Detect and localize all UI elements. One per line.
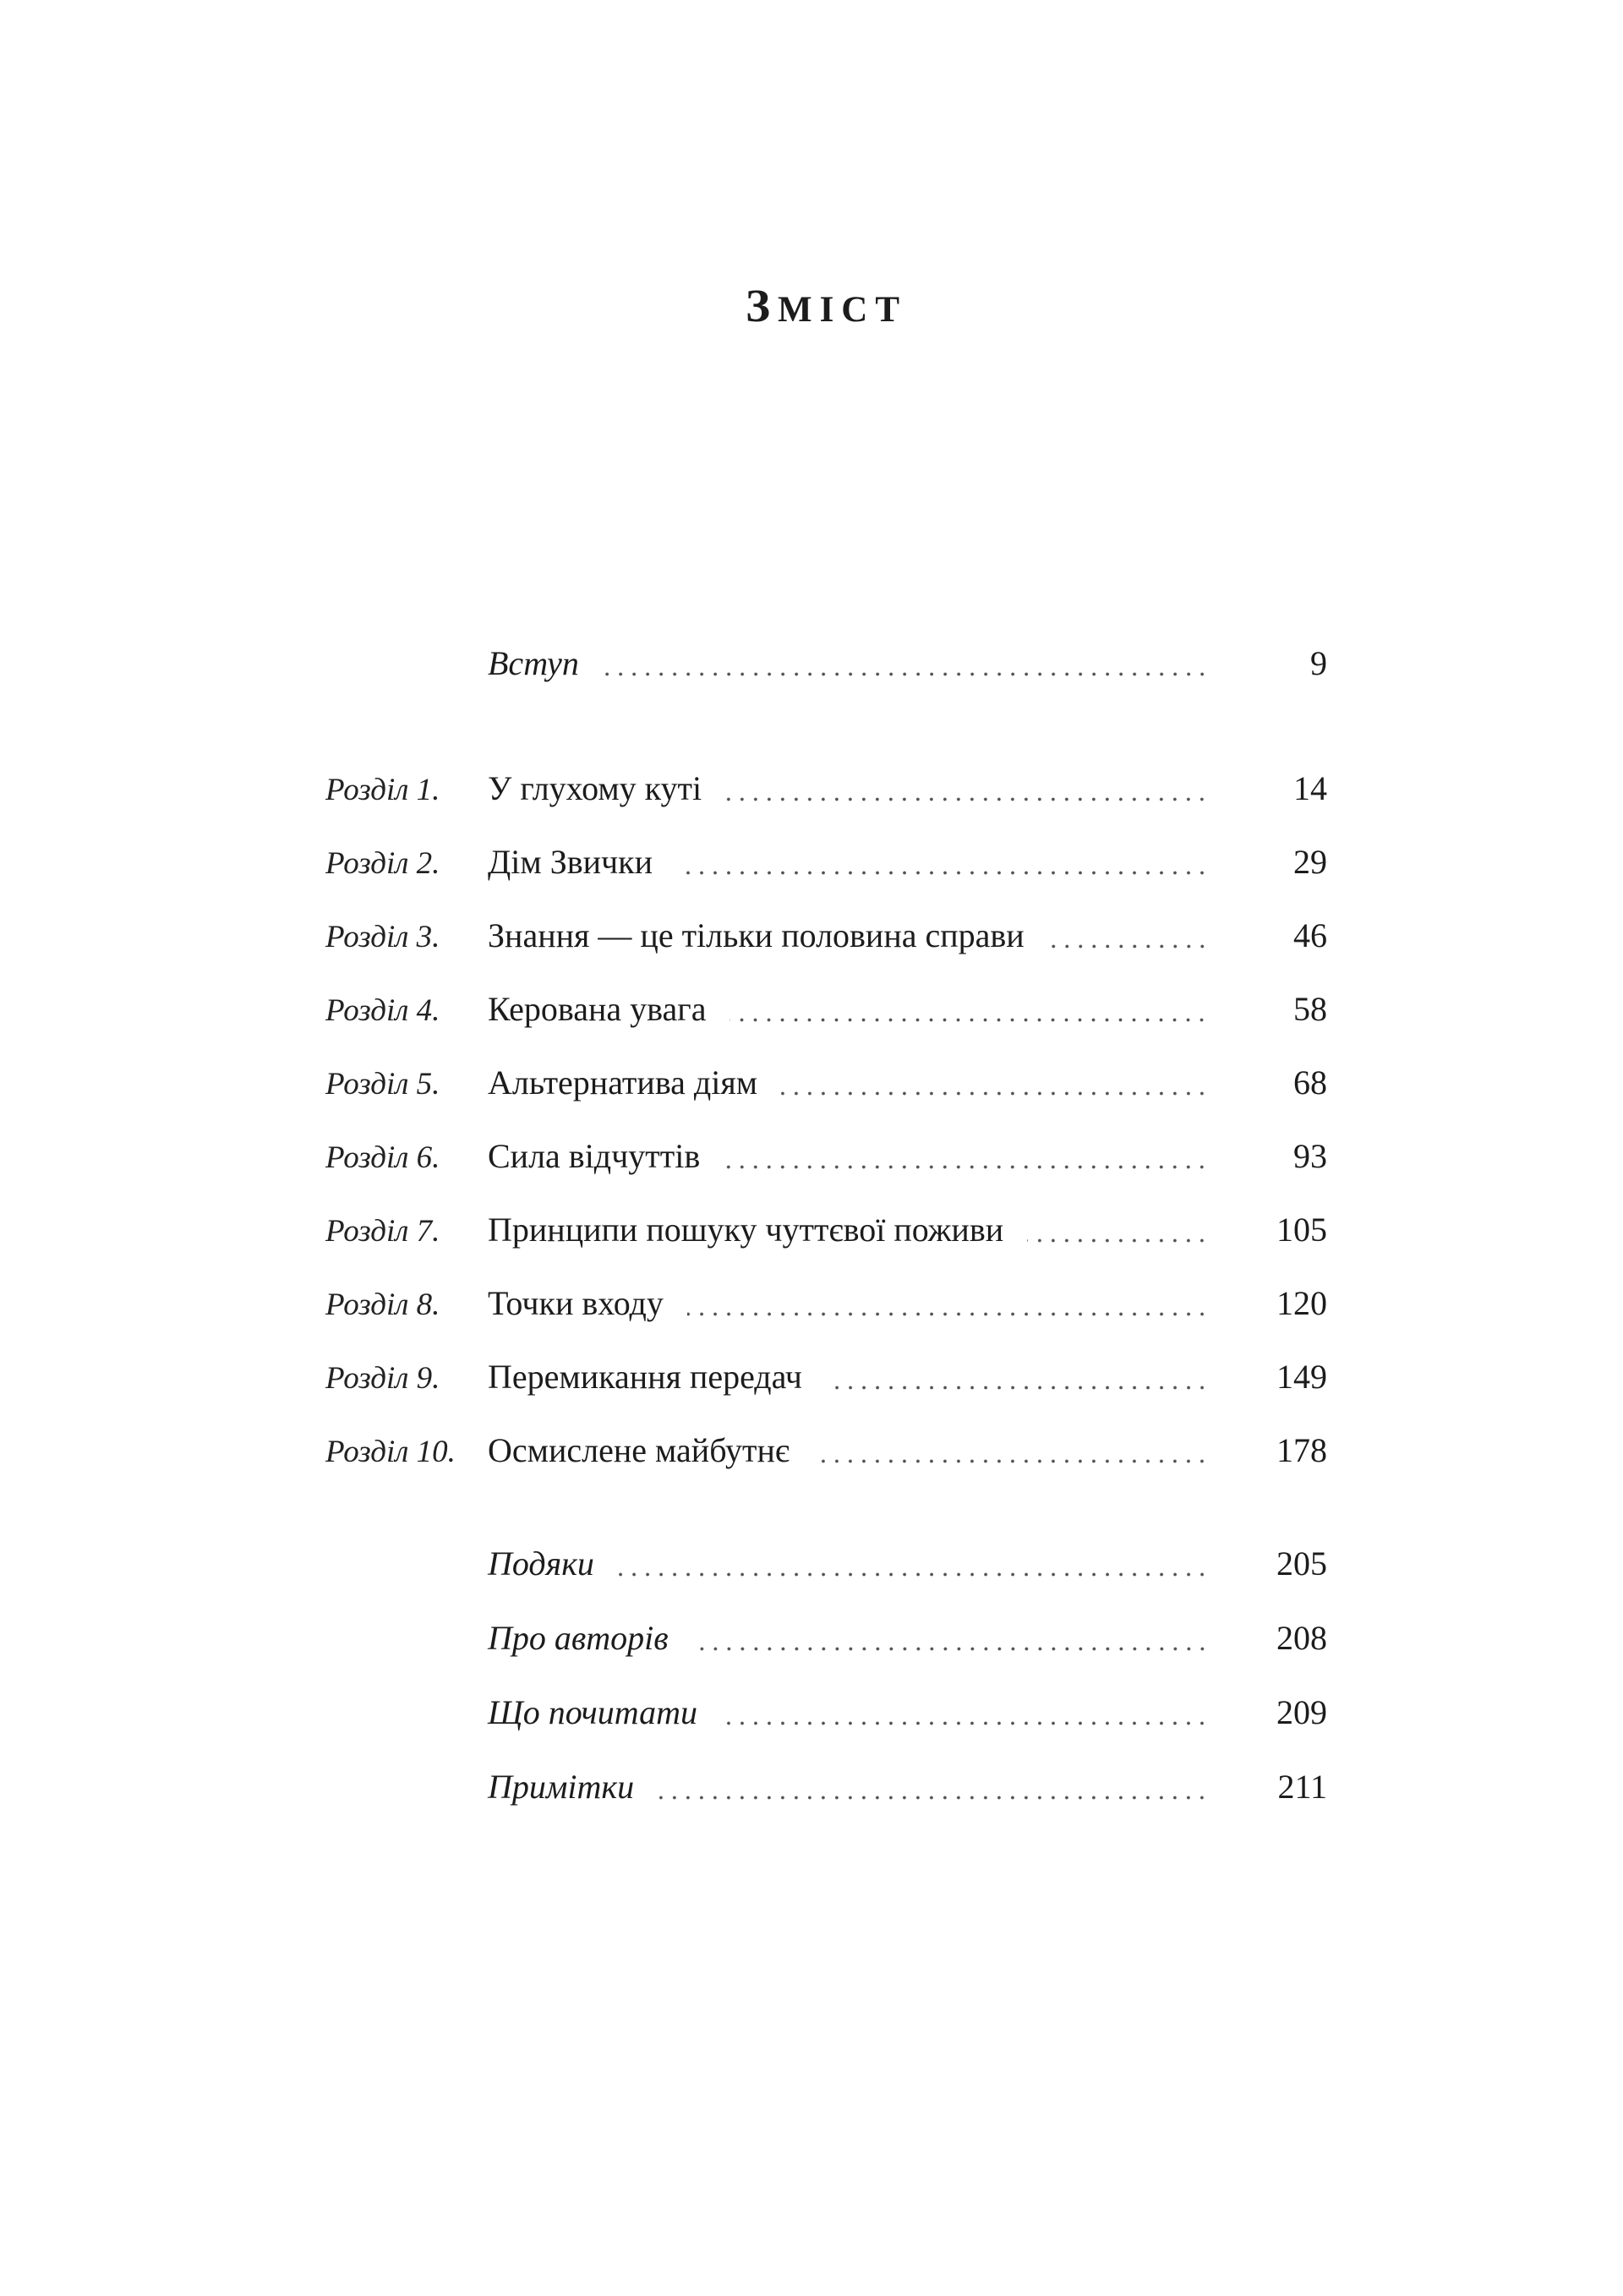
chapter-label: Розділ 9.: [325, 1361, 440, 1396]
dot-leader: [730, 988, 1209, 1030]
entry-title: Керована увага: [488, 990, 707, 1028]
page-number: 68: [1293, 1063, 1327, 1102]
toc-row-intro: [325, 642, 1327, 685]
page-number: 120: [1276, 1284, 1327, 1322]
chapter-label: Розділ 3.: [325, 920, 440, 954]
toc-row-chapter-8: [325, 1282, 1327, 1325]
entry-title: Перемикання передач: [488, 1358, 802, 1396]
page-number: 205: [1276, 1544, 1327, 1583]
dot-leader: [618, 1543, 1209, 1585]
toc-row-acknowledgements: [325, 1543, 1327, 1585]
dot-leader: [725, 768, 1209, 810]
dot-leader: [1027, 1209, 1209, 1251]
toc-row-chapter-9: [325, 1356, 1327, 1398]
page-number: 209: [1276, 1693, 1327, 1731]
dot-leader: [676, 841, 1209, 883]
page-number: 58: [1293, 990, 1327, 1028]
page-number: 149: [1276, 1358, 1327, 1396]
dot-leader: [658, 1766, 1209, 1808]
toc-row-about-authors: [325, 1617, 1327, 1659]
entry-title: Що почитати: [488, 1693, 698, 1731]
toc-row-chapter-3: [325, 915, 1327, 957]
toc-row-chapter-7: [325, 1209, 1327, 1251]
page-number: 93: [1293, 1137, 1327, 1175]
entry-title: У глухому куті: [488, 769, 702, 807]
dot-leader: [813, 1430, 1209, 1472]
toc-row-chapter-1: [325, 768, 1327, 810]
chapter-label: Розділ 5.: [325, 1067, 440, 1102]
toc-row-chapter-4: [325, 988, 1327, 1030]
toc-row-chapter-10: [325, 1430, 1327, 1472]
entry-title: Точки входу: [488, 1284, 664, 1322]
dot-leader: [724, 1135, 1209, 1178]
toc-row-chapter-2: [325, 841, 1327, 883]
entry-title: Про авторів: [488, 1619, 669, 1657]
toc-row-chapter-6: [325, 1135, 1327, 1178]
page-number: 208: [1276, 1619, 1327, 1657]
page-number: 9: [1310, 644, 1327, 682]
entry-title: Подяки: [488, 1544, 594, 1583]
chapter-label: Розділ 4.: [325, 993, 440, 1028]
chapter-label: Розділ 7.: [325, 1214, 440, 1249]
dot-leader: [687, 1282, 1209, 1325]
page-number: 14: [1293, 769, 1327, 807]
dot-leader: [721, 1692, 1209, 1734]
toc-row-further-reading: [325, 1692, 1327, 1734]
entry-title: Принципи пошуку чуттєвої поживи: [488, 1211, 1004, 1249]
toc-row-notes: [325, 1766, 1327, 1808]
dot-leader: [1048, 915, 1209, 957]
table-of-contents: [325, 642, 1327, 1808]
page-number: 211: [1277, 1768, 1327, 1806]
toc-row-chapter-5: [325, 1062, 1327, 1104]
chapter-label: Розділ 1.: [325, 773, 440, 807]
entry-title: Дім Звички: [488, 843, 653, 881]
entry-title: Вступ: [488, 644, 579, 682]
entry-title: Примітки: [488, 1768, 635, 1806]
dot-leader: [781, 1062, 1209, 1104]
page-number: 178: [1276, 1431, 1327, 1469]
entry-title: Знання — це тільки половина справи: [488, 916, 1025, 954]
page-number: 46: [1293, 916, 1327, 954]
dot-leader: [692, 1617, 1209, 1659]
dot-leader: [826, 1356, 1209, 1398]
entry-title: Альтернатива діям: [488, 1063, 758, 1102]
chapter-label: Розділ 2.: [325, 846, 440, 881]
page-number: 105: [1276, 1211, 1327, 1249]
chapter-label: Розділ 8.: [325, 1287, 440, 1322]
page-title: ЗМІСТ: [745, 280, 908, 331]
page-number: 29: [1293, 843, 1327, 881]
entry-title: Осмислене майбутнє: [488, 1431, 790, 1469]
entry-title: Сила відчуттів: [488, 1137, 701, 1175]
dot-leader: [603, 642, 1209, 685]
chapter-label: Розділ 6.: [325, 1140, 440, 1175]
chapter-label: Розділ 10.: [325, 1435, 456, 1469]
